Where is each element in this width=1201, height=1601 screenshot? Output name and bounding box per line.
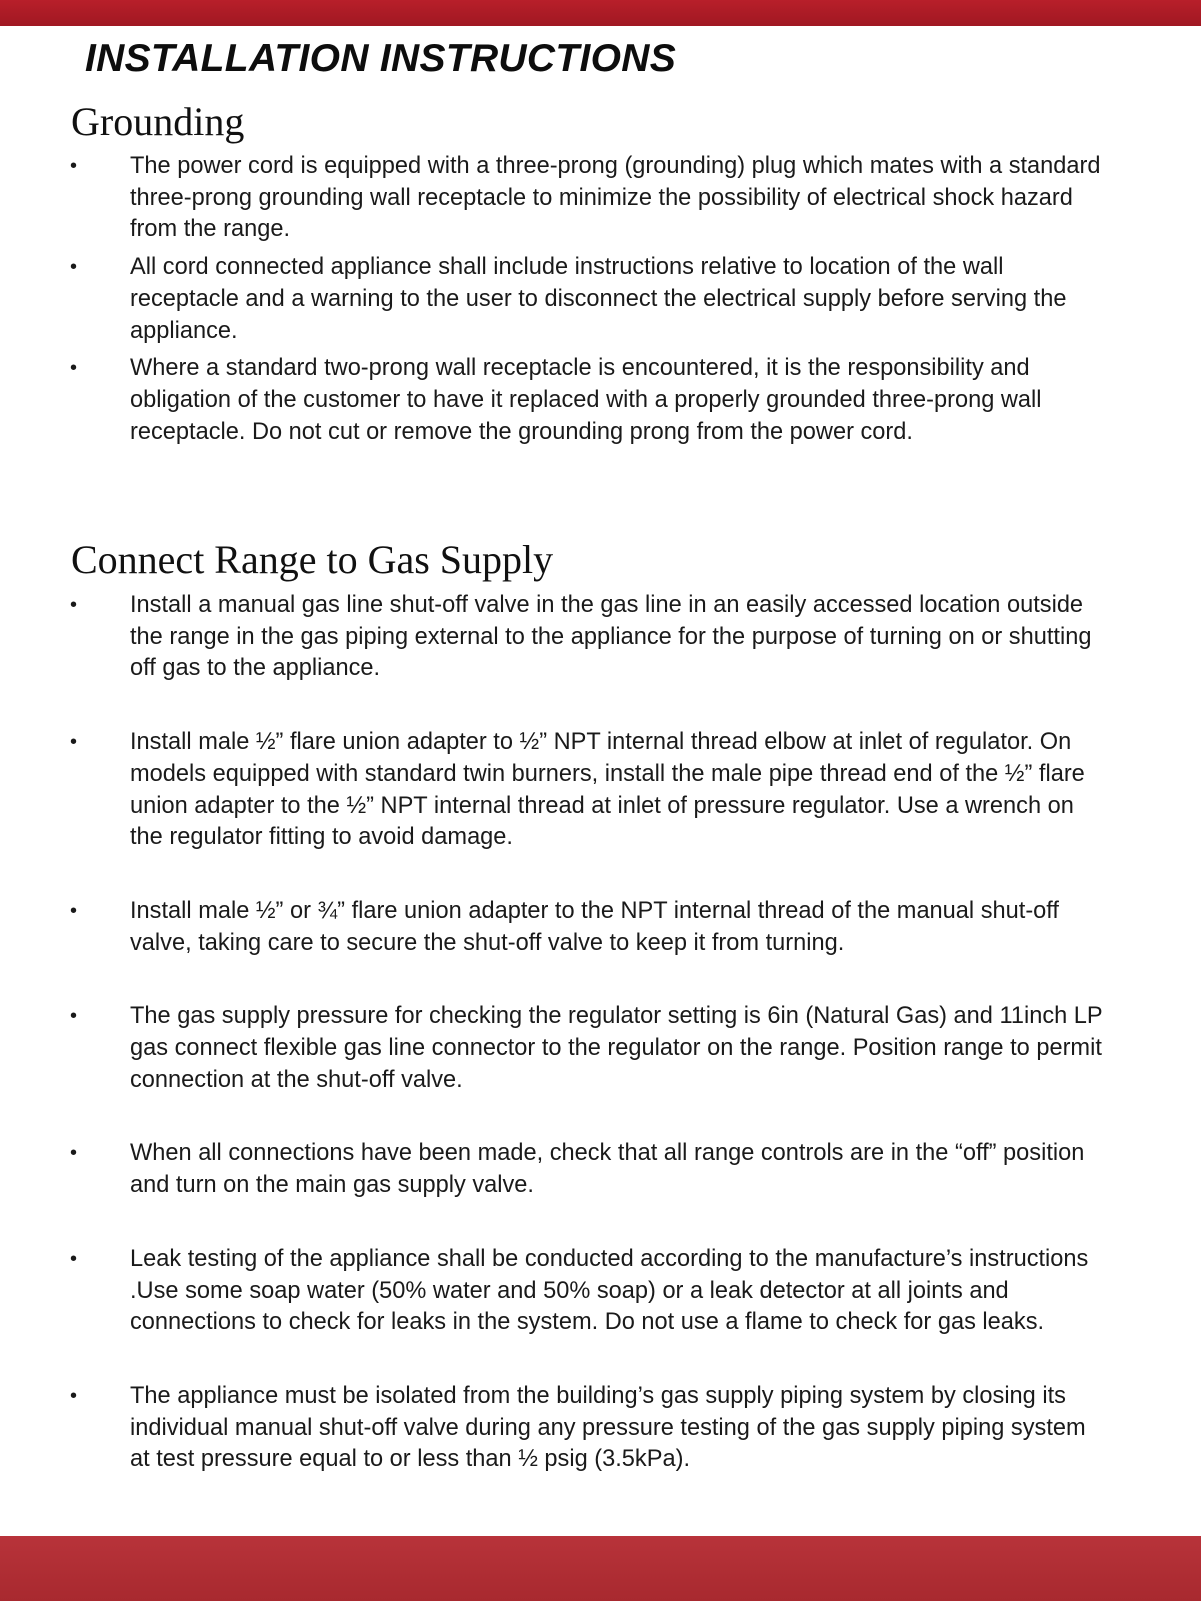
bullet-icon: • [70,1005,78,1028]
list-item-text: The gas supply pressure for checking the regulator setting is 6in (Natural Gas) and 11inch LP gas connect flexible gas line connector to the regulator on the range. Position range to permit connection at the shut-off valve. [130,1003,1103,1093]
gas-supply-bullet-list [0,590,1201,1518]
list-item [0,1381,1110,1476]
list-item-text: When all connections have been made, check that all range controls are in the “off” position and turn on the main gas supply valve. [130,1140,1085,1199]
bullet-icon: • [70,1384,78,1407]
list-item [0,896,1110,959]
bullet-icon: • [70,357,78,380]
list-item-text: Install a manual gas line shut-off valve in the gas line in an easily accessed location outside the range in the gas piping external to the appliance for the purpose of turning on or shutting off gas to the appliance. [130,592,1092,682]
list-item [0,590,1110,685]
list-item-text: Where a standard two-prong wall receptacle is encountered, it is the responsibility and obligation of the customer to have it replaced with a properly grounded three-prong wall receptacle. Do not cut or remove the grounding prong from the power cord. [130,355,1042,445]
list-item-text: The power cord is equipped with a three-prong (grounding) plug which mates with a standard three-prong grounding wall receptacle to minimize the possibility of electrical shock hazard from the range. [130,153,1101,243]
list-item-text: The appliance must be isolated from the building’s gas supply piping system by closing its individual manual shut-off valve during any pressure testing of the gas supply piping system at test pressure equal to or less than ½ psig (3.5kPa). [130,1382,1086,1473]
bullet-icon: • [70,256,78,279]
bullet-icon: • [70,1247,78,1270]
bottom-accent-bar [0,1536,1201,1601]
list-item-text: All cord connected appliance shall include instructions relative to location of the wall receptacle and a warning to the user to disconnect the electrical supply before serving the appliance. [130,254,1067,344]
grounding-bullet-list [0,151,1201,454]
list-item [0,727,1110,854]
list-item [0,252,1110,347]
bullet-icon: • [70,594,78,616]
list-item [0,1138,1110,1201]
bullet-icon: • [70,1142,78,1165]
section-heading-gas-supply: Connect Range to Gas Supply [71,537,554,582]
list-item-text: Install male ½” or ¾” flare union adapter to the NPT internal thread of the manual shut-off valve, taking care to secure the shut-off valve to keep it from turning. [130,897,1059,956]
list-item-text: Install male ½” flare union adapter to ½” NPT internal thread elbow at inlet of regulator. On models equipped with standard twin burners, install the male pipe thread end of the ½” flare union adapter to the ½” NPT internal thread at inlet of pressure regulator. Use a wrench on the regulator fitting to avoid damage. [130,729,1085,851]
section-heading-grounding: Grounding [71,99,245,144]
bullet-icon: • [70,731,78,754]
bullet-icon: • [70,155,78,177]
bullet-icon: • [70,899,78,922]
list-item [0,353,1110,448]
top-accent-bar [0,0,1201,26]
list-item [0,1244,1110,1339]
list-item [0,1001,1110,1096]
list-item [0,151,1110,246]
list-item-text: Leak testing of the appliance shall be conducted according to the manufacture’s instructions .Use some soap water (50% water and 50% soap) or a leak detector at all joints and connections to check for leaks in the system. Do not use a flame to check for gas leaks. [130,1245,1089,1336]
page-title: INSTALLATION INSTRUCTIONS [85,37,677,80]
